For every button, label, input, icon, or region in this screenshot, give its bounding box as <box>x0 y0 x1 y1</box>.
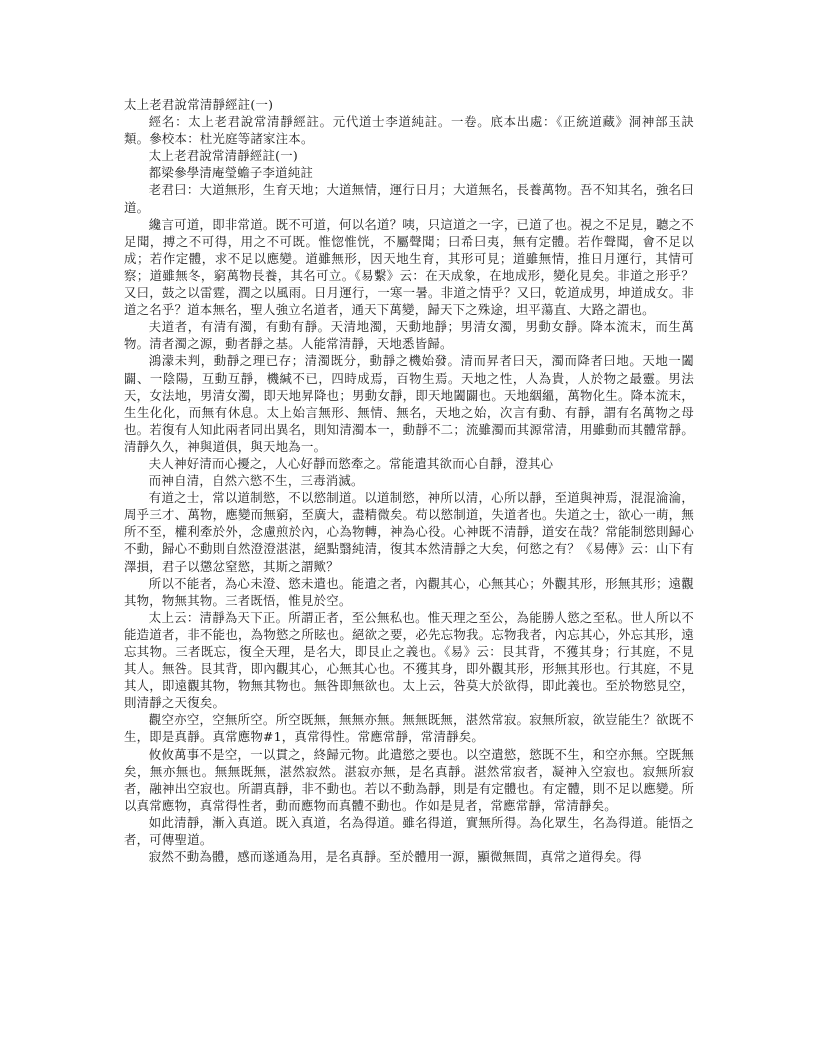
commentary-2: 鴻濛未判，動靜之理已存；清濁既分，動靜之機始發。清而昇者曰天，濁而降者曰地。天地一闔闢、一陰陽，互動互靜，機緘不已，四時成焉，百物生焉。天地之性，人為貴，人於物之最靈。男法天，女法地，男清女濁，即天地昇降也；男動女靜，即天地闔闢也。天地絪縕，萬物化生。降本流末，生生化化，而無有休息。太上始言無形、無情、無名，天地之始，次言有動、有靜，謂有名萬物之母也。若復有人知此兩者同出異名，則知清濁本一，動靜不二；流雖濁而其源常清，用雖動而其體常靜。清靜久久，神與道俱，與天地為一。 <box>124 353 694 454</box>
attribution-line: 都梁參學清庵瑩蟾子李道純註 <box>148 165 314 181</box>
scripture-passage-5: 觀空亦空，空無所空。所空既無，無無亦無。無無既無，湛然常寂。寂無所寂，欲豈能生？欲既不生，即是真靜。真常應物#1，真常得性。常應常靜，常清靜矣。 <box>124 712 694 745</box>
scripture-passage-3b: 而神自清，自然六慾不生，三毒消滅。 <box>148 473 364 489</box>
bibliographic-note: 經名：太上老君說常清靜經註。元代道士李道純註。一卷。底本出處：《正統道藏》洞神部玉訣類。參校本：杜光庭等諸家注本。 <box>124 114 694 147</box>
scripture-passage-1: 老君曰：大道無形，生育天地；大道無情，運行日月；大道無名，長養萬物。吾不知其名，強名曰道。 <box>124 182 694 215</box>
commentary-4: 太上云：清靜為天下正。所謂正者，至公無私也。惟天理之至公，為能勝人慾之至私。世人所以不能造道者，非不能也，為物慾之所眩也。絕欲之要，必先忘物我。忘物我者，內忘其心，外忘其形，遠忘其物。三者既忘，復全天理，是名大，即艮止之義也。《易》云：艮其背，不獲其身；行其庭，不見其人。無咎。艮其背，即內觀其心，心無其心也。不獲其身，即外觀其形，形無其形也。行其庭，不見其人，即遠觀其物，物無其物也。無咎即無欲也。太上云，咎莫大於欲得，即此義也。至於物慾見空，則清靜之天復矣。 <box>124 609 694 711</box>
section-heading: 太上老君說常清靜經註(一) <box>148 148 298 164</box>
scripture-passage-2: 夫道者，有清有濁，有動有靜。天清地濁，天動地靜；男清女濁，男動女靜。降本流末，而生萬物。清者濁之源，動者靜之基。人能常清靜，天地悉皆歸。 <box>124 319 694 352</box>
scripture-passage-6: 如此清靜，漸入真道。既入真道，名為得道。雖名得道，實無所得。為化眾生，名為得道。能悟之者，可傳聖道。 <box>124 814 694 848</box>
scripture-passage-3a: 夫人神好清而心擾之，人心好靜而慾牽之。常能遣其欲而心自靜，澄其心 <box>148 455 554 471</box>
commentary-5: 攸攸萬事不是空，一以貫之，終歸元物。此遣慾之要也。以空遣慾，慾既不生，和空亦無。空既無矣，無亦無也。無無既無，湛然寂然。湛寂亦無，是名真靜。湛然常寂者，凝神入空寂也。寂無所寂者，融神出空寂也。所謂真靜，非不動也。若以不動為靜，則是有定體也。有定體，則不足以應變。所以真常應物，真常得性者，動而應物而真體不動也。作如是見者，常應常靜，常清靜矣。 <box>124 746 694 813</box>
document-heading: 太上老君說常清靜經註(一) <box>124 97 274 112</box>
document-text-body <box>124 96 694 865</box>
scripture-passage-4: 所以不能者，為心未澄、慾未遣也。能遣之者，內觀其心，心無其心；外觀其形，形無其形；遠觀其物，物無其物。三者既悟，惟見於空。 <box>124 575 694 608</box>
commentary-1: 纔言可道，即非常道。既不可道，何以名道？咦，只這道之一字，已道了也。視之不足見，聽之不足聞，搏之不可得，用之不可既。惟惚惟恍，不屬聲聞；曰希曰夷，無有定體。若作聲聞，會不足以成；若作定體，求不足以應變。道雖無形，因天地生育，其形可見；道雖無情，推日月運行，其情可察；道雖無冬，窮萬物長養，其名可立。《易繫》云：在天成象，在地成形，變化見矣。非道之形乎？又曰，鼓之以雷霆，潤之以風雨。日月運行，一寒一暑。非道之情乎？又曰，乾道成男，坤道成女。非道之名乎？道本無名，聖人強立名道者，通天下萬變，歸天下之殊途，坦平蕩直、大路之謂也。 <box>124 216 694 318</box>
commentary-3: 有道之士，常以道制慾，不以慾制道。以道制慾，神所以清，心所以靜，至道與神焉，混混淪淪，周乎三才、萬物，應變而無窮，至廣大，盡精微矣。苟以慾制道，失道者也。失道之士，欲心一萌，無所不至，權利牽於外，念慮煎於內，心為物轉，神為心役。心神既不清靜，道安在哉？常能制慾則歸心不動，歸心不動則自然澄澄湛湛，絕點翳純清，復其本然清靜之大矣，何慾之有？《易傳》云：山下有澤損，君子以懲忿窒慾，其斯之謂歟？ <box>124 490 694 574</box>
commentary-6: 寂然不動為體，感而遂通為用，是名真靜。至於體用一源，顯微無間，真常之道得矣。得 <box>148 849 642 865</box>
